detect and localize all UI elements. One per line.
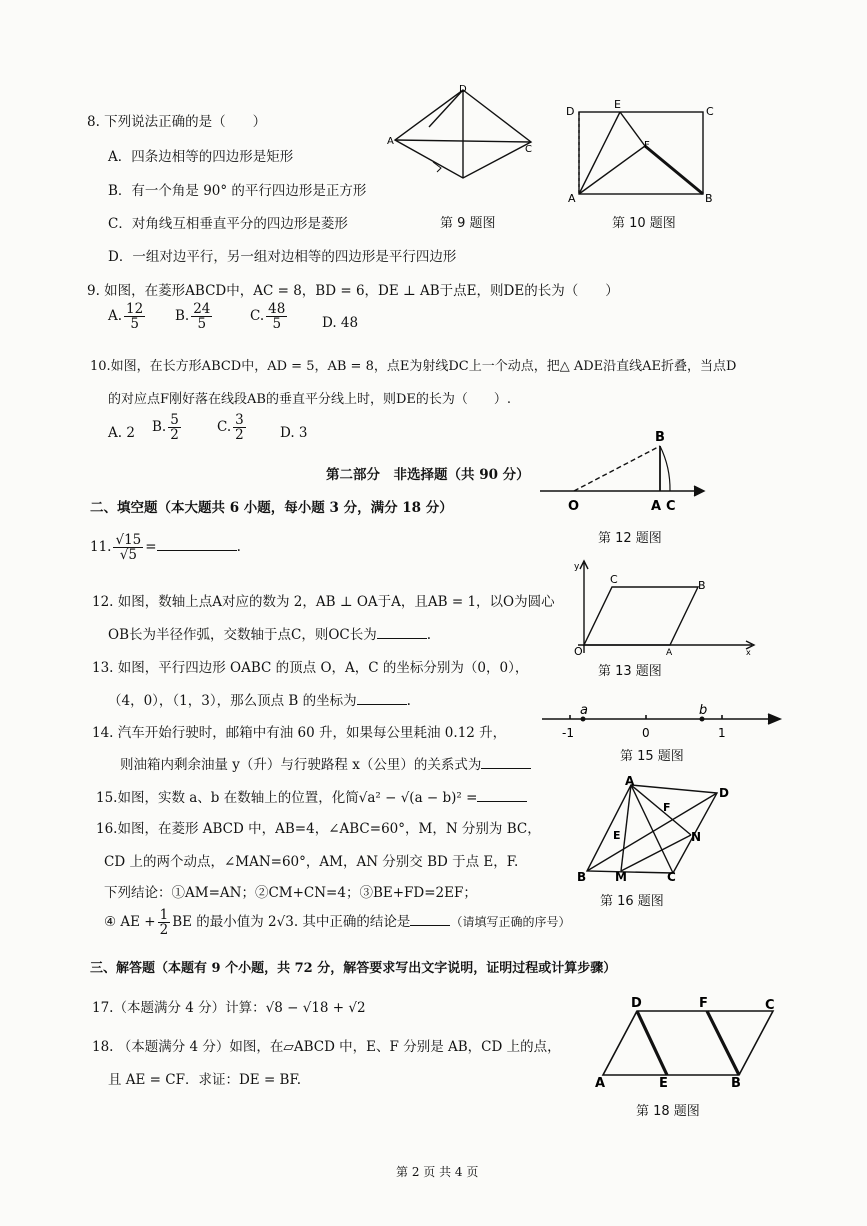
q13-answer-blank bbox=[357, 692, 407, 705]
q13-line1: 13. 如图，平行四边形 OABC 的顶点 O，A，C 的坐标分别为（0，0）， bbox=[92, 660, 529, 676]
fig13-label-y: y bbox=[574, 562, 580, 572]
q10-option-c: C. $\frac{3}{2}$ bbox=[217, 412, 244, 444]
fig9-label-a: A bbox=[387, 136, 394, 147]
fig16-caption: 第 16 题图 bbox=[600, 894, 664, 909]
fig12-label-o: O bbox=[568, 499, 580, 514]
fig18-label-a: A bbox=[595, 1076, 606, 1091]
section2-title: 二、填空题（本大题共 6 小题，每小题 3 分，满分 18 分） bbox=[90, 500, 453, 516]
fig12-caption: 第 12 题图 bbox=[598, 531, 662, 546]
q8-option-c: C．对角线互相垂直平分的四边形是菱形 bbox=[108, 216, 348, 232]
fig13-label-x: x bbox=[746, 648, 751, 657]
fig10-label-a: A bbox=[568, 192, 576, 205]
fig16-label-n: N bbox=[691, 830, 702, 844]
q16-line3: 下列结论：①AM=AN；②CM+CN=4；③BE+FD=2EF； bbox=[104, 885, 477, 901]
fig15-label-1: 1 bbox=[718, 726, 726, 740]
fig10-label-b: B bbox=[705, 192, 713, 205]
q10-option-d: D. 3 bbox=[280, 425, 308, 441]
section3-title: 三、解答题（本题有 9 个小题，共 72 分，解答要求写出文字说明，证明过程或计算步骤） bbox=[90, 961, 617, 976]
fig15-caption: 第 15 题图 bbox=[620, 749, 684, 764]
fig15-label-a: a bbox=[580, 703, 588, 718]
fig16-label-m: M bbox=[615, 870, 627, 883]
figure-9 bbox=[385, 82, 545, 184]
fig18-label-d: D bbox=[631, 996, 642, 1011]
q8-stem: 8. 下列说法正确的是（ ） bbox=[87, 114, 267, 130]
q12-answer-blank bbox=[377, 626, 427, 639]
fig13-caption: 第 13 题图 bbox=[598, 664, 662, 679]
fig16-label-f: F bbox=[663, 801, 671, 814]
fig15-label-neg1: -1 bbox=[562, 726, 574, 740]
fig10-caption: 第 10 题图 bbox=[612, 216, 676, 231]
q8-option-a: A．四条边相等的四边形是矩形 bbox=[108, 149, 294, 165]
q10-line1: 10.如图，在长方形ABCD中，AD = 5，AB = 8，点E为射线DC上一个动点，把△ ADE沿直线AE折叠，当点D bbox=[90, 359, 737, 374]
fig9-label-c: C bbox=[525, 144, 532, 155]
q16-answer-blank bbox=[410, 913, 450, 926]
figure-13 bbox=[570, 555, 760, 657]
fig10-label-d: D bbox=[566, 105, 575, 118]
q9-option-a: A. $\frac{12}{5}$ bbox=[108, 301, 144, 333]
fig13-label-o: O bbox=[574, 645, 583, 657]
q16-line1: 16.如图，在菱形 ABCD 中，AB=4，∠ABC=60°，M，N 分别为 BC， bbox=[96, 821, 541, 837]
fig10-label-e: E bbox=[614, 98, 621, 111]
q14-answer-blank bbox=[481, 756, 531, 769]
fig16-label-e: E bbox=[613, 829, 621, 842]
q9-option-c: C. $\frac{48}{5}$ bbox=[250, 301, 286, 333]
fig10-label-c: C bbox=[706, 105, 714, 118]
fig15-label-b: b bbox=[699, 703, 708, 718]
q11: 11. $\frac{√15}{√5}$ = . bbox=[90, 532, 241, 564]
fig9-label-d: D bbox=[459, 84, 467, 95]
figure-10 bbox=[560, 96, 725, 208]
figure-18 bbox=[595, 995, 785, 1093]
q12-line1: 12. 如图，数轴上点A对应的数为 2，AB ⊥ OA于A，且AB = 1，以O为圆心 bbox=[92, 594, 555, 610]
page-footer: 第 2 页 共 4 页 bbox=[396, 1165, 479, 1179]
q9-option-b: B. $\frac{24}{5}$ bbox=[175, 301, 211, 333]
q8-option-d: D．一组对边平行，另一组对边相等的四边形是平行四边形 bbox=[108, 249, 457, 265]
fig16-label-d: D bbox=[719, 786, 729, 800]
q14-line2: 则油箱内剩余油量 y（升）与行驶路程 x（公里）的关系式为 bbox=[120, 753, 531, 773]
q10-option-b: B. $\frac{5}{2}$ bbox=[152, 412, 179, 444]
q8-option-b: B．有一个角是 90° 的平行四边形是正方形 bbox=[108, 183, 367, 199]
q9-option-d: D. 48 bbox=[322, 315, 359, 331]
fig12-label-b: B bbox=[655, 430, 665, 445]
q9-stem: 9. 如图，在菱形ABCD中，AC = 8，BD = 6，DE ⊥ AB于点E，则DE的长为（ ） bbox=[87, 283, 619, 299]
q17: 17.（本题满分 4 分）计算：√8 − √18 + √2 bbox=[92, 1000, 366, 1016]
fig15-label-0: 0 bbox=[642, 726, 650, 740]
part2-title: 第二部分 非选择题（共 90 分） bbox=[326, 467, 530, 483]
q18-line1: 18. （本题满分 4 分）如图，在▱ABCD 中，E、F 分别是 AB，CD 上的点， bbox=[92, 1039, 561, 1055]
fig18-label-c: C bbox=[765, 998, 775, 1013]
q10-option-a: A. 2 bbox=[108, 425, 135, 441]
figure-15 bbox=[540, 700, 785, 742]
q11-answer-blank bbox=[157, 538, 237, 551]
q12-line2: OB长为半径作弧，交数轴于点C，则OC长为 . bbox=[108, 627, 432, 643]
figure-12 bbox=[540, 428, 710, 516]
q16-line2: CD 上的两个动点，∠MAN=60°，AM，AN 分别交 BD 于点 E，F. bbox=[104, 854, 519, 870]
fig12-label-c: C bbox=[666, 499, 676, 514]
fig9-caption: 第 9 题图 bbox=[440, 216, 496, 231]
fig10-label-f: F bbox=[644, 140, 650, 151]
fig16-label-b: B bbox=[577, 870, 587, 883]
q16-line4: ④ AE + $\frac{1}{2}$ BE 的最小值为 2√3. 其中正确的结论是 （请填写正确的序号） bbox=[104, 907, 571, 939]
fig18-label-b: B bbox=[731, 1076, 741, 1091]
q14-line1: 14. 汽车开始行驶时，邮箱中有油 60 升，如果每公里耗油 0.12 升， bbox=[92, 725, 507, 741]
fig13-label-b: B bbox=[698, 579, 706, 592]
fig12-label-a: A bbox=[651, 499, 662, 514]
q18-line2: 且 AE = CF．求证：DE = BF. bbox=[108, 1072, 302, 1088]
fig18-caption: 第 18 题图 bbox=[636, 1104, 700, 1119]
fig13-label-c: C bbox=[610, 573, 618, 586]
fig18-label-f: F bbox=[699, 996, 708, 1011]
q15-answer-blank bbox=[477, 789, 527, 802]
q13-line2: （4，0），（1，3），那么顶点 B 的坐标为 . bbox=[108, 693, 411, 709]
fig18-label-e: E bbox=[659, 1076, 668, 1091]
fig16-label-c: C bbox=[667, 870, 676, 883]
fig16-label-a: A bbox=[625, 775, 635, 788]
q10-line2: 的对应点F刚好落在线段AB的垂直平分线上时，则DE的长为（ ）. bbox=[108, 392, 512, 407]
q15: 15.如图，实数 a、b 在数轴上的位置，化简√a² − √(a − b)² = bbox=[96, 786, 527, 806]
fig13-label-a: A bbox=[666, 648, 673, 657]
figure-16 bbox=[575, 775, 735, 883]
